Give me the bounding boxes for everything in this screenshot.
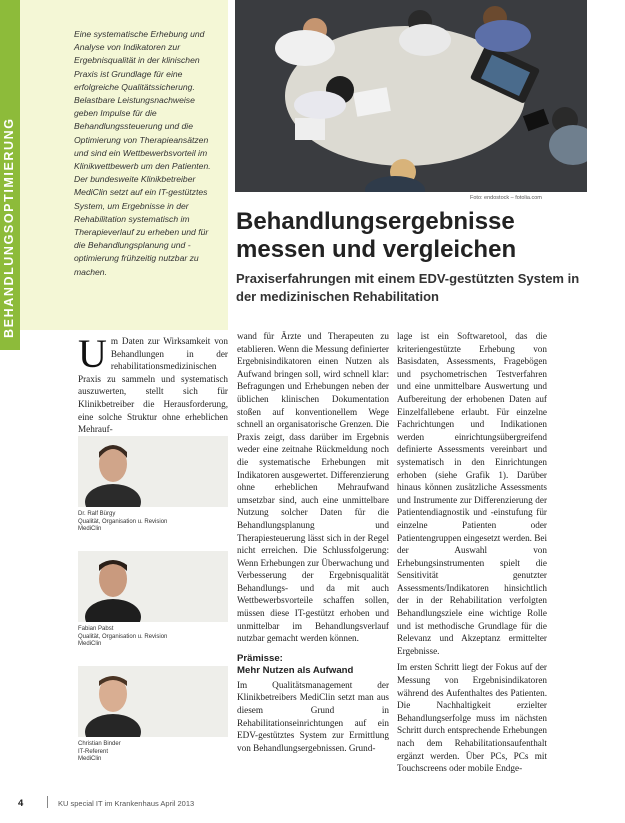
- column-2-heading: Prämisse: Mehr Nutzen als Aufwand: [237, 652, 354, 676]
- meeting-photo: [235, 0, 587, 192]
- article-subheadline: Praxiserfahrungen mit einem EDV-gestützten System in der medizinischen Rehabilitation: [236, 271, 580, 304]
- author-3-photo: [78, 666, 228, 737]
- author-1: [78, 436, 228, 534]
- author-3: [78, 666, 228, 764]
- portrait-icon: [83, 551, 143, 622]
- teaser-box: [20, 0, 228, 330]
- column-2: [237, 330, 389, 754]
- portrait-icon: [83, 436, 143, 507]
- author-2-photo: [78, 551, 228, 622]
- column-2-text-2: Im Qualitätsmanagement der Klinikbetreibers MediClin setzt man aus diesem Grund in Rehabilitationseinrichtungen auf ein EDV-gestütztes System zur Ermittlung von Behandlungsergebnissen. Grund-: [237, 679, 389, 753]
- teaser-text: Eine systematische Erhebung und Analyse von Indikatoren zur Ergebnisqualität in der klinischen Praxis ist Grundlage für eine erfolgreiche Qualitätssicherung. Belastbare Leistungsnachweise geben Impulse für die Behandlungssteuerung und die Optimierung von Therapieansätzen und sind ein Wettbewerbsvorteil im Klinikwettbewerb um den Patienten. Der bundesweite Klinikbetreiber MediClin setzt auf ein IT-gestütztes System, um Ergebnisse in der Rehabilitation systematisch im Therapieverlauf zu erheben und für die Behandlungsplanung und -optimierung frühzeitig nutzbar zu machen.: [74, 29, 211, 277]
- column-2-text: wand für Ärzte und Therapeuten zu etablieren. Wenn die Messung definierter Ergebnisindikatoren einen Nutzen als Aufwand bringen soll, wird schnell klar: Befragungen und Erhebungen neben der üblichen klinischen Dokumentation stoßen auf konventionellem Wege schnell an organisatorische Grenzen. Die Praxis zeigt, dass darüber im Ergebnis weder eine zeitnahe Rückmeldung noch die systematische Erhebungen mit Indikatoren ausgewertet. Differenzierung ohne erheblichen Mehraufwand umsetzbar sind, auch eine unmittelbare Nutzung solcher Daten für die Behandlungsplanung und Therapiesteuerung lässt sich in der Regel nicht erreichen. Die Schlussfolgerung: Wenn Erhebungen zur Überwachung und Verbesserung der Ergebnisqualität Behandlungs- und da mit auch Wettbewerbsvorteile schaffen sollen, müssen diese IT-gestützt erhoben und unmittelbar im Behandlungsverlauf nutzbar gemacht werden können.: [237, 331, 389, 644]
- author-1-caption: Dr. Ralf Bürgy Qualität, Organisation u. Revision MediClin: [78, 511, 168, 532]
- column-1-text: m Daten zur Wirksamkeit von Behandlungen in der rehabilitationsmedizinischen Praxis zu sammeln und systematisch auszuwerten, stellt sich für Klinikbetreiber die Herausforderung, eine solche Struktur ohne erheblichen Mehrauf-: [78, 336, 228, 435]
- article-headline: Behandlungsergebnisse messen und vergleichen: [236, 208, 517, 263]
- column-1: [78, 331, 228, 436]
- footer-divider: [47, 796, 48, 808]
- portrait-icon: [83, 666, 143, 737]
- column-3: [397, 330, 547, 775]
- author-3-caption: Christian Binder IT-Referent MediClin: [78, 741, 121, 762]
- meeting-illustration: [235, 0, 587, 192]
- author-1-photo: [78, 436, 228, 507]
- page-number: 4: [18, 798, 24, 809]
- dropcap: U: [78, 331, 107, 376]
- author-2: [78, 551, 228, 649]
- footer-text: KU special IT im Krankenhaus April 2013: [58, 799, 195, 808]
- section-strip: [0, 0, 20, 350]
- column-3-text-2: Im ersten Schritt liegt der Fokus auf der Messung von Ergebnisindikatoren während des Aufenthaltes des Patienten. Die Nachhaltigkeit erzielter Behandlungserfolge muss im nächsten Schritt durch entsprechende Erhebungen nach dem Rehabilitationsaufenthalt ergänzt werden. Über PCs, PCs mit Touchscreens oder mobile Endge-: [397, 662, 547, 774]
- column-3-text: lage ist ein Softwaretool, das die kriteriengestützte Erhebung von Basisdaten, Assessments, Fragebögen und psychometrischen Testverfahren und eine unmittelbare Auswertung und Aufbereitung der erhobenen Daten auf Einzelfallebene erlaubt. Für einzelne Fachrichtungen und Indikationen werden einrichtungsübergreifend definierte Assessments vereinbart und systematisch in den Einrichtungen erhoben (siehe Grafik 1). Darüber hinaus können zusätzliche Assessments und Instrumente zur Differenzierung der Patientendiagnostik und -einstufung für einzelne Patienten oder Patientengruppen eingesetzt werden. Bei der Auswahl von Erhebungsinstrumenten spielt die Sensitivität genutzter Assessments/Indikatoren hinsichtlich der in der Rehabilitation verfolgten Behandlungsziele eine wichtige Rolle und ist methodische Grundlage für die Relevanz und Akzeptanz ermittelter Ergebnisse.: [397, 331, 548, 656]
- section-label: BEHANDLUNGSOPTIMIERUNG: [2, 117, 16, 338]
- photo-credit: Foto: endostock – fotolia.com: [470, 195, 542, 201]
- author-2-caption: Fabian Pabst Qualität, Organisation u. Revision MediClin: [78, 626, 168, 647]
